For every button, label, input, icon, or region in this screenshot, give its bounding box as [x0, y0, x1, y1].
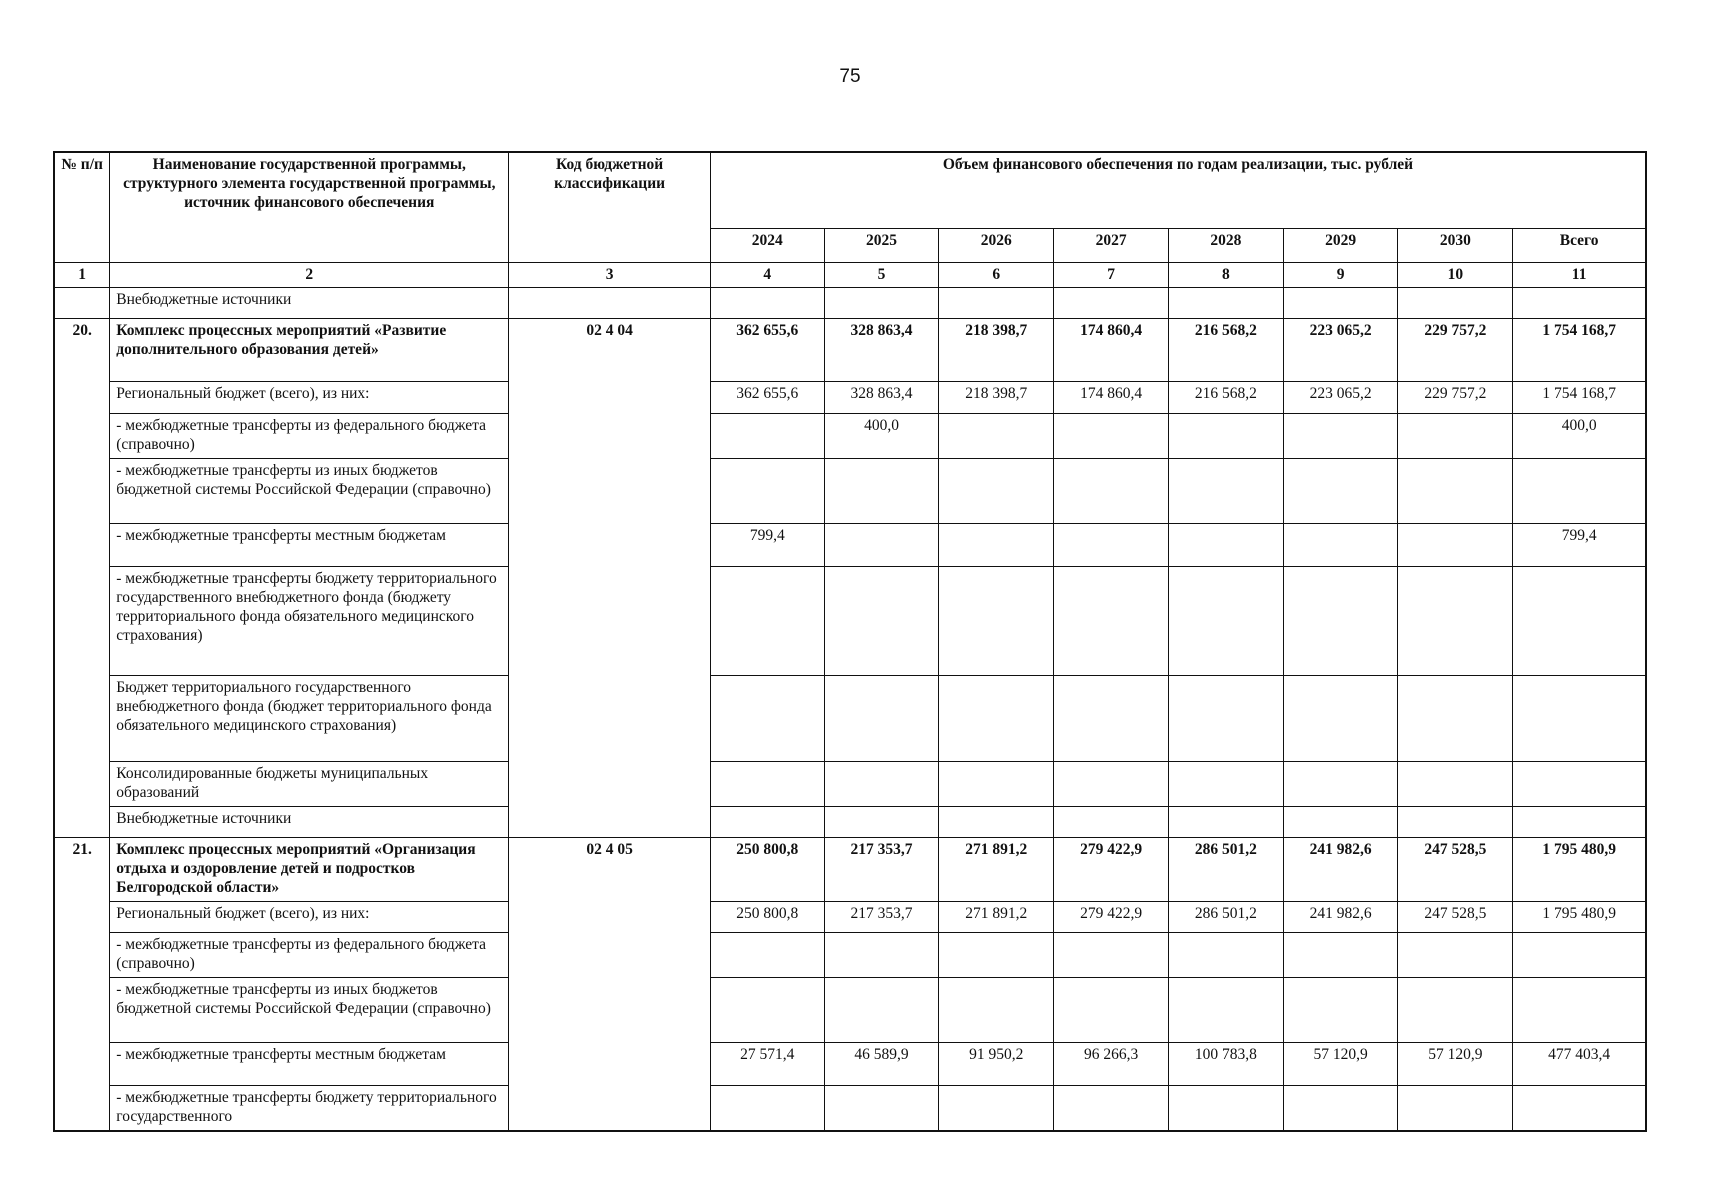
total-cell: [1513, 459, 1646, 524]
header-total: Всего: [1513, 228, 1646, 262]
value-cell: [1283, 762, 1398, 807]
value-cell: 218 398,7: [939, 319, 1054, 382]
value-cell: [1168, 933, 1283, 978]
value-cell: 223 065,2: [1283, 382, 1398, 414]
value-cell: 223 065,2: [1283, 319, 1398, 382]
header-volume: Объем финансового обеспечения по годам реализации, тыс. рублей: [710, 152, 1646, 228]
column-number: 11: [1513, 262, 1646, 288]
total-cell: 1 795 480,9: [1513, 838, 1646, 902]
value-cell: [710, 676, 824, 762]
header-code: Код бюджетной классификации: [509, 152, 711, 262]
value-cell: 217 353,7: [824, 838, 939, 902]
value-cell: 216 568,2: [1168, 382, 1283, 414]
column-number: 5: [824, 262, 939, 288]
value-cell: [939, 933, 1054, 978]
value-cell: 799,4: [710, 524, 824, 567]
value-cell: 57 120,9: [1398, 1042, 1513, 1085]
header-number: № п/п: [54, 152, 110, 262]
table-row: [54, 676, 1646, 762]
value-cell: 100 783,8: [1168, 1042, 1283, 1085]
value-cell: [939, 1085, 1054, 1130]
value-cell: [824, 567, 939, 676]
value-cell: 241 982,6: [1283, 902, 1398, 933]
value-cell: 229 757,2: [1398, 382, 1513, 414]
financing-table: [53, 151, 1647, 1132]
total-cell: 1 754 168,7: [1513, 382, 1646, 414]
value-cell: [1168, 762, 1283, 807]
value-cell: [1398, 567, 1513, 676]
header-year: 2029: [1283, 228, 1398, 262]
budget-code: 02 4 04: [509, 319, 711, 838]
value-cell: [1054, 524, 1169, 567]
table-row: [54, 567, 1646, 676]
value-cell: [1283, 414, 1398, 459]
value-cell: [1054, 567, 1169, 676]
value-cell: [1168, 1085, 1283, 1130]
value-cell: 362 655,6: [710, 319, 824, 382]
total-cell: 799,4: [1513, 524, 1646, 567]
value-cell: 286 501,2: [1168, 902, 1283, 933]
value-cell: [1168, 807, 1283, 838]
value-cell: 250 800,8: [710, 838, 824, 902]
table-row: [54, 459, 1646, 524]
value-cell: [1398, 676, 1513, 762]
value-cell: [939, 676, 1054, 762]
total-cell: [1513, 1085, 1646, 1130]
item-title: Комплекс процессных мероприятий «Развитие дополнительного образования детей»: [110, 319, 509, 382]
value-cell: 218 398,7: [939, 382, 1054, 414]
value-cell: [1054, 977, 1169, 1042]
value-cell: [939, 459, 1054, 524]
column-number: 6: [939, 262, 1054, 288]
value-cell: [1054, 414, 1169, 459]
value-cell: [1168, 676, 1283, 762]
value-cell: [710, 414, 824, 459]
value-cell: [824, 1085, 939, 1130]
value-cell: [1283, 977, 1398, 1042]
value-cell: [1398, 762, 1513, 807]
value-cell: [939, 414, 1054, 459]
value-cell: [939, 807, 1054, 838]
value-cell: [1398, 1085, 1513, 1130]
value-cell: [939, 762, 1054, 807]
item-number: 21.: [54, 838, 110, 1131]
value-cell: 174 860,4: [1054, 382, 1169, 414]
total-cell: [1513, 762, 1646, 807]
table-row: [54, 762, 1646, 807]
value-cell: [824, 977, 939, 1042]
value-cell: 216 568,2: [1168, 319, 1283, 382]
header-year: 2030: [1398, 228, 1513, 262]
value-cell: [1283, 933, 1398, 978]
value-cell: 57 120,9: [1283, 1042, 1398, 1085]
total-cell: 1 795 480,9: [1513, 902, 1646, 933]
column-number: 2: [110, 262, 509, 288]
program-row: [54, 838, 1646, 902]
value-cell: 271 891,2: [939, 902, 1054, 933]
value-cell: [1283, 524, 1398, 567]
value-cell: [1054, 762, 1169, 807]
value-cell: [1283, 807, 1398, 838]
value-cell: [1168, 524, 1283, 567]
total-cell: [1513, 676, 1646, 762]
table-row: [54, 414, 1646, 459]
value-cell: 96 266,3: [1054, 1042, 1169, 1085]
column-number: 8: [1168, 262, 1283, 288]
budget-code: 02 4 05: [509, 838, 711, 1131]
value-cell: 91 950,2: [939, 1042, 1054, 1085]
value-cell: [1168, 459, 1283, 524]
value-cell: [824, 933, 939, 978]
value-cell: [1283, 459, 1398, 524]
value-cell: [710, 567, 824, 676]
column-number: 10: [1398, 262, 1513, 288]
value-cell: 279 422,9: [1054, 838, 1169, 902]
value-cell: 328 863,4: [824, 382, 939, 414]
value-cell: [824, 459, 939, 524]
value-cell: [710, 762, 824, 807]
value-cell: [1283, 567, 1398, 676]
value-cell: [939, 524, 1054, 567]
source-name: - межбюджетные трансферты из иных бюджетов бюджетной системы Российской Федерации (справочно): [110, 977, 509, 1042]
value-cell: [1398, 459, 1513, 524]
value-cell: [710, 933, 824, 978]
value-cell: [1398, 524, 1513, 567]
value-cell: 27 571,4: [710, 1042, 824, 1085]
total-cell: [1513, 977, 1646, 1042]
value-cell: [710, 807, 824, 838]
value-cell: 279 422,9: [1054, 902, 1169, 933]
source-name: - межбюджетные трансферты из федерального бюджета (справочно): [110, 414, 509, 459]
source-name: - межбюджетные трансферты местным бюджетам: [110, 1042, 509, 1085]
source-name: Консолидированные бюджеты муниципальных образований: [110, 762, 509, 807]
source-name: - межбюджетные трансферты из иных бюджетов бюджетной системы Российской Федерации (справочно): [110, 459, 509, 524]
header-year: 2025: [824, 228, 939, 262]
source-name: Региональный бюджет (всего), из них:: [110, 382, 509, 414]
header-year: 2028: [1168, 228, 1283, 262]
total-cell: [1513, 807, 1646, 838]
value-cell: [1054, 1085, 1169, 1130]
source-name: - межбюджетные трансферты бюджету территориального государственного: [110, 1085, 509, 1130]
table-row: [54, 807, 1646, 838]
column-number: 1: [54, 262, 110, 288]
source-name: Внебюджетные источники: [110, 807, 509, 838]
value-cell: 174 860,4: [1054, 319, 1169, 382]
source-name: - межбюджетные трансферты бюджету территориального государственного внебюджетного фонда (бюджету территориального фонда обязательного медицинского страхования): [110, 567, 509, 676]
source-name: Бюджет территориального государственного внебюджетного фонда (бюджет территориального фонда обязательного медицинского страхования): [110, 676, 509, 762]
value-cell: 241 982,6: [1283, 838, 1398, 902]
value-cell: 247 528,5: [1398, 838, 1513, 902]
value-cell: [1398, 933, 1513, 978]
value-cell: 229 757,2: [1398, 319, 1513, 382]
item-title: Комплекс процессных мероприятий «Организация отдыха и оздоровление детей и подростков Белгородской области»: [110, 838, 509, 902]
value-cell: [710, 977, 824, 1042]
column-number: 7: [1054, 262, 1169, 288]
value-cell: 362 655,6: [710, 382, 824, 414]
value-cell: [1283, 676, 1398, 762]
total-cell: [1513, 567, 1646, 676]
column-number: 4: [710, 262, 824, 288]
value-cell: [1283, 1085, 1398, 1130]
value-cell: [939, 977, 1054, 1042]
page-number: 75: [839, 66, 861, 87]
value-cell: [824, 676, 939, 762]
value-cell: [1398, 414, 1513, 459]
value-cell: 217 353,7: [824, 902, 939, 933]
value-cell: 400,0: [824, 414, 939, 459]
value-cell: [1168, 977, 1283, 1042]
source-name: Внебюджетные источники: [110, 288, 509, 319]
column-number: 3: [509, 262, 711, 288]
value-cell: [1054, 933, 1169, 978]
value-cell: 46 589,9: [824, 1042, 939, 1085]
value-cell: 271 891,2: [939, 838, 1054, 902]
table-row: [54, 933, 1646, 978]
source-name: Региональный бюджет (всего), из них:: [110, 902, 509, 933]
value-cell: [1168, 567, 1283, 676]
header-year: 2026: [939, 228, 1054, 262]
source-name: - межбюджетные трансферты из федерального бюджета (справочно): [110, 933, 509, 978]
header-year: 2024: [710, 228, 824, 262]
value-cell: [1054, 676, 1169, 762]
column-number: 9: [1283, 262, 1398, 288]
table-row: [54, 902, 1646, 933]
value-cell: [1054, 459, 1169, 524]
item-number: 20.: [54, 319, 110, 838]
total-cell: 1 754 168,7: [1513, 319, 1646, 382]
header-name: Наименование государственной программы, структурного элемента государственной программы, источник финансового обеспечения: [110, 152, 509, 262]
table-row: [54, 288, 1646, 319]
value-cell: [1054, 807, 1169, 838]
total-cell: 400,0: [1513, 414, 1646, 459]
table-row: [54, 524, 1646, 567]
table-row: [54, 382, 1646, 414]
value-cell: 247 528,5: [1398, 902, 1513, 933]
value-cell: [710, 459, 824, 524]
value-cell: 286 501,2: [1168, 838, 1283, 902]
value-cell: 250 800,8: [710, 902, 824, 933]
value-cell: [824, 807, 939, 838]
value-cell: [1398, 807, 1513, 838]
value-cell: [1398, 977, 1513, 1042]
table-row: [54, 1085, 1646, 1130]
total-cell: [1513, 933, 1646, 978]
program-row: [54, 319, 1646, 382]
total-cell: 477 403,4: [1513, 1042, 1646, 1085]
value-cell: 328 863,4: [824, 319, 939, 382]
value-cell: [824, 524, 939, 567]
source-name: - межбюджетные трансферты местным бюджетам: [110, 524, 509, 567]
value-cell: [710, 1085, 824, 1130]
header-year: 2027: [1054, 228, 1169, 262]
table-row: [54, 977, 1646, 1042]
value-cell: [939, 567, 1054, 676]
value-cell: [824, 762, 939, 807]
value-cell: [1168, 414, 1283, 459]
table-row: [54, 1042, 1646, 1085]
